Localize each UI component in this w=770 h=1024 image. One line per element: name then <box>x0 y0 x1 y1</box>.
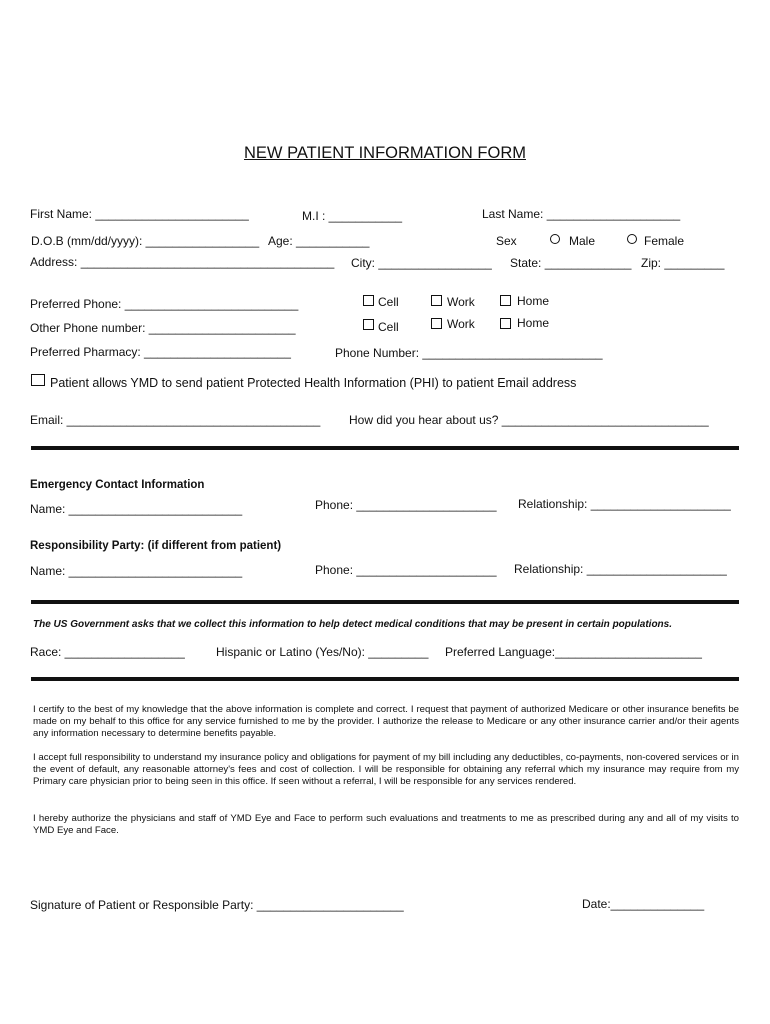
address-field[interactable]: Address: ______________________________________ <box>30 255 335 269</box>
other-phone-home-label: Home <box>517 316 550 330</box>
preferred-pharmacy-field[interactable]: Preferred Pharmacy: ______________________ <box>30 345 291 359</box>
referral-source-field[interactable]: How did you hear about us? _______________________________ <box>349 413 709 427</box>
sex-male-label: Male <box>569 234 596 248</box>
emergency-phone-field[interactable]: Phone: _____________________ <box>315 498 497 512</box>
dob-field[interactable]: D.O.B (mm/dd/yyyy): _________________ <box>31 234 260 248</box>
sex-female-label: Female <box>644 234 685 248</box>
responsibility-party-heading: Responsibility Party: (if different from patient) <box>30 540 282 552</box>
phi-consent-label: Patient allows YMD to send patient Protected Health Information (PHI) to patient Email address <box>50 376 577 390</box>
emergency-name-field[interactable]: Name: __________________________ <box>30 502 243 516</box>
responsibility-phone-field[interactable]: Phone: _____________________ <box>315 563 497 577</box>
race-field[interactable]: Race: __________________ <box>30 645 185 659</box>
sex-female-radio[interactable] <box>627 234 637 244</box>
age-field[interactable]: Age: ___________ <box>268 234 370 248</box>
phi-consent-checkbox[interactable] <box>31 374 45 386</box>
preferred-phone-work-checkbox[interactable] <box>431 295 442 306</box>
section-divider <box>31 600 739 604</box>
financial-responsibility-paragraph: I accept full responsibility to understand my insurance policy and obligations for payment of my bill including any deductibles, co-payments, non-covered services or in the event of default, any reasonable attorney's fees and cost of collection. I will be responsible for obtaining any referral which my insurance may require from my Primary care physician prior to being seen in this office. If seen without a referral, I will be responsible for any services rendered. <box>33 752 739 787</box>
other-phone-work-checkbox[interactable] <box>431 318 442 329</box>
date-field[interactable]: Date:______________ <box>582 897 705 911</box>
other-phone-cell-checkbox[interactable] <box>363 319 374 330</box>
section-divider <box>31 677 739 681</box>
other-phone-home-checkbox[interactable] <box>500 318 511 329</box>
demographics-notice: The US Government asks that we collect this information to help detect medical conditions that may be present in certain populations. <box>33 619 673 630</box>
preferred-phone-field[interactable]: Preferred Phone: __________________________ <box>30 297 299 311</box>
email-field[interactable]: Email: ______________________________________ <box>30 413 321 427</box>
city-field[interactable]: City: _________________ <box>351 256 492 270</box>
preferred-phone-cell-label: Cell <box>378 295 399 309</box>
preferred-phone-work-label: Work <box>447 295 475 309</box>
treatment-authorization-paragraph: I hereby authorize the physicians and staff of YMD Eye and Face to perform such evaluations and treatments to me as prescribed during any and all of my visits to YMD Eye and Face. <box>33 813 739 836</box>
other-phone-cell-label: Cell <box>378 320 399 334</box>
sex-male-radio[interactable] <box>550 234 560 244</box>
emergency-contact-heading: Emergency Contact Information <box>30 479 205 491</box>
other-phone-field[interactable]: Other Phone number: ______________________ <box>30 321 296 335</box>
preferred-phone-cell-checkbox[interactable] <box>363 295 374 306</box>
first-name-field[interactable]: First Name: _______________________ <box>30 207 249 221</box>
preferred-language-field[interactable]: Preferred Language:______________________ <box>445 645 702 659</box>
pharmacy-phone-field[interactable]: Phone Number: ___________________________ <box>335 346 603 360</box>
last-name-field[interactable]: Last Name: ____________________ <box>482 207 681 221</box>
preferred-phone-home-checkbox[interactable] <box>500 295 511 306</box>
emergency-relationship-field[interactable]: Relationship: _____________________ <box>518 497 731 511</box>
responsibility-relationship-field[interactable]: Relationship: _____________________ <box>514 562 727 576</box>
sex-label: Sex <box>496 234 517 248</box>
preferred-phone-home-label: Home <box>517 294 550 308</box>
hispanic-field[interactable]: Hispanic or Latino (Yes/No): _________ <box>216 645 429 659</box>
form-title: NEW PATIENT INFORMATION FORM <box>243 144 526 162</box>
section-divider <box>31 446 739 450</box>
middle-initial-field[interactable]: M.I : ___________ <box>302 209 403 223</box>
certification-paragraph: I certify to the best of my knowledge that the above information is complete and correct. I request that payment of authorized Medicare or other insurance benefits be made on my behalf to this office for any service furnished to me by the provider. I authorize the release to Medicare or any other insurance carrier and/or their agents any information necessary to determine benefits payable. <box>33 704 739 739</box>
responsibility-name-field[interactable]: Name: __________________________ <box>30 564 243 578</box>
state-field[interactable]: State: _____________ <box>510 256 632 270</box>
zip-field[interactable]: Zip: _________ <box>641 256 725 270</box>
signature-field[interactable]: Signature of Patient or Responsible Party: ______________________ <box>30 898 404 912</box>
other-phone-work-label: Work <box>447 317 475 331</box>
